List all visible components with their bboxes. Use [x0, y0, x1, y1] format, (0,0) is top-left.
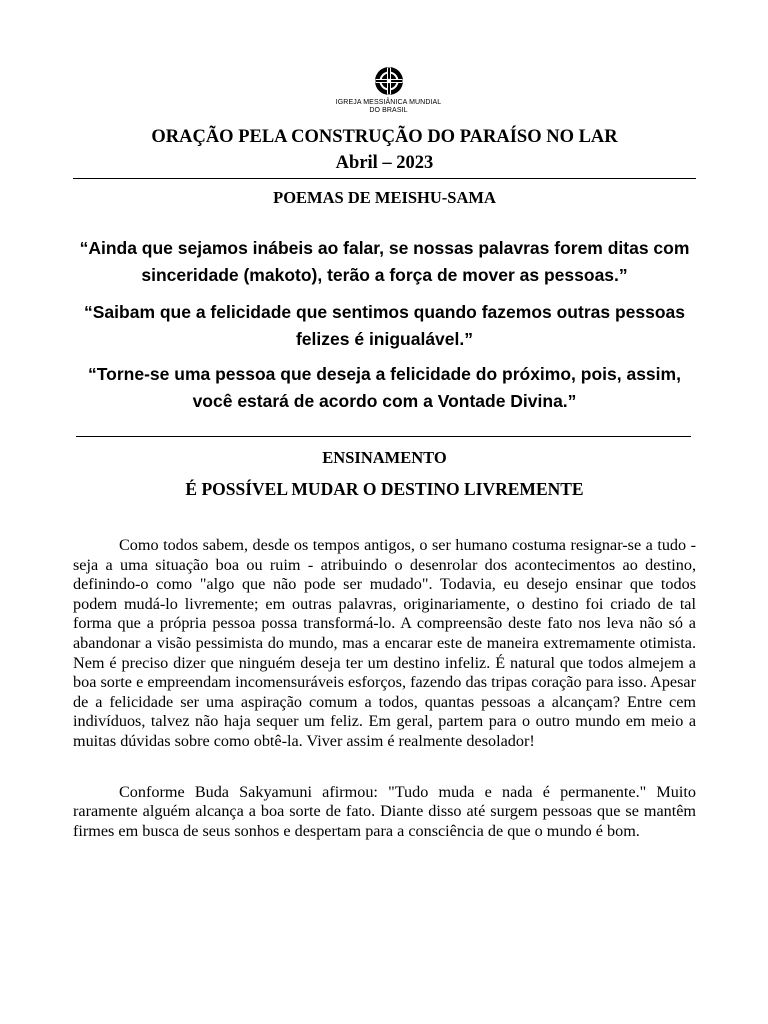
teaching-heading: ENSINAMENTO	[322, 448, 447, 467]
messianic-cross-emblem-icon	[374, 66, 404, 96]
poems-heading: POEMAS DE MEISHU-SAMA	[273, 188, 496, 207]
teaching-paragraph: Como todos sabem, desde os tempos antigos, o ser humano costuma resignar-se a tudo - seja a uma situação boa ou ruim - atribuindo o desenrolar dos acontecimentos ao destino, definindo-o como "algo que não pode ser mudado". Todavia, eu desejo ensinar que todos podem mudá-lo livremente; em outras palavras, originariamente, o destino foi criado de tal forma que a própria pessoa possa transformá-lo. A compreensão deste fato nos leva não só a abandonar a visão pessimista do mundo, mas a encarar este de maneira extremamente otimista. Nem é preciso dizer que ninguém deseja ter um destino infeliz. É natural que todos almejem a boa sorte e empreendam incomensuráveis esforços, fazendo das tripas coração para isso. Apesar de a felicidade ser uma aspiração comum a todos, quantas pessoas a alcançam? Entre cem indivíduos, talvez não haja sequer um feliz. Em geral, partem para o outro mundo em meio a muitas dúvidas sobre como obtê-la. Viver assim é realmente desolador!	[73, 536, 696, 750]
document-page	[73, 66, 696, 841]
page-title: ORAÇÃO PELA CONSTRUÇÃO DO PARAÍSO NO LAR	[151, 127, 618, 147]
poem-quote: “Ainda que sejamos inábeis ao falar, se nossas palavras forem ditas com sinceridade (makoto), terão a força de mover as pessoas.”	[79, 238, 690, 285]
header-divider	[73, 178, 696, 179]
poem-quote: “Torne-se uma pessoa que deseja a felicidade do próximo, pois, assim, você estará de acordo com a Vontade Divina.”	[88, 364, 681, 411]
church-logo	[81, 66, 696, 115]
page-date: Abril – 2023	[335, 153, 434, 173]
teaching-paragraph: Conforme Buda Sakyamuni afirmou: "Tudo muda e nada é permanente." Muito raramente alguém alcança a boa sorte de fato. Diante disso até surgem pessoas que se mantêm firmes em busca de seus sonhos e despertam para a consciência de que o mundo é bom.	[73, 782, 696, 840]
section-divider	[76, 436, 691, 437]
teaching-title: É POSSÍVEL MUDAR O DESTINO LIVREMENTE	[185, 479, 584, 499]
logo-text-line1: IGREJA MESSIÂNICA MUNDIAL	[335, 99, 442, 106]
poem-quote: “Saibam que a felicidade que sentimos quando fazemos outras pessoas felizes é inigualável.”	[84, 302, 685, 349]
logo-text-line2: DO BRASIL	[369, 107, 408, 114]
